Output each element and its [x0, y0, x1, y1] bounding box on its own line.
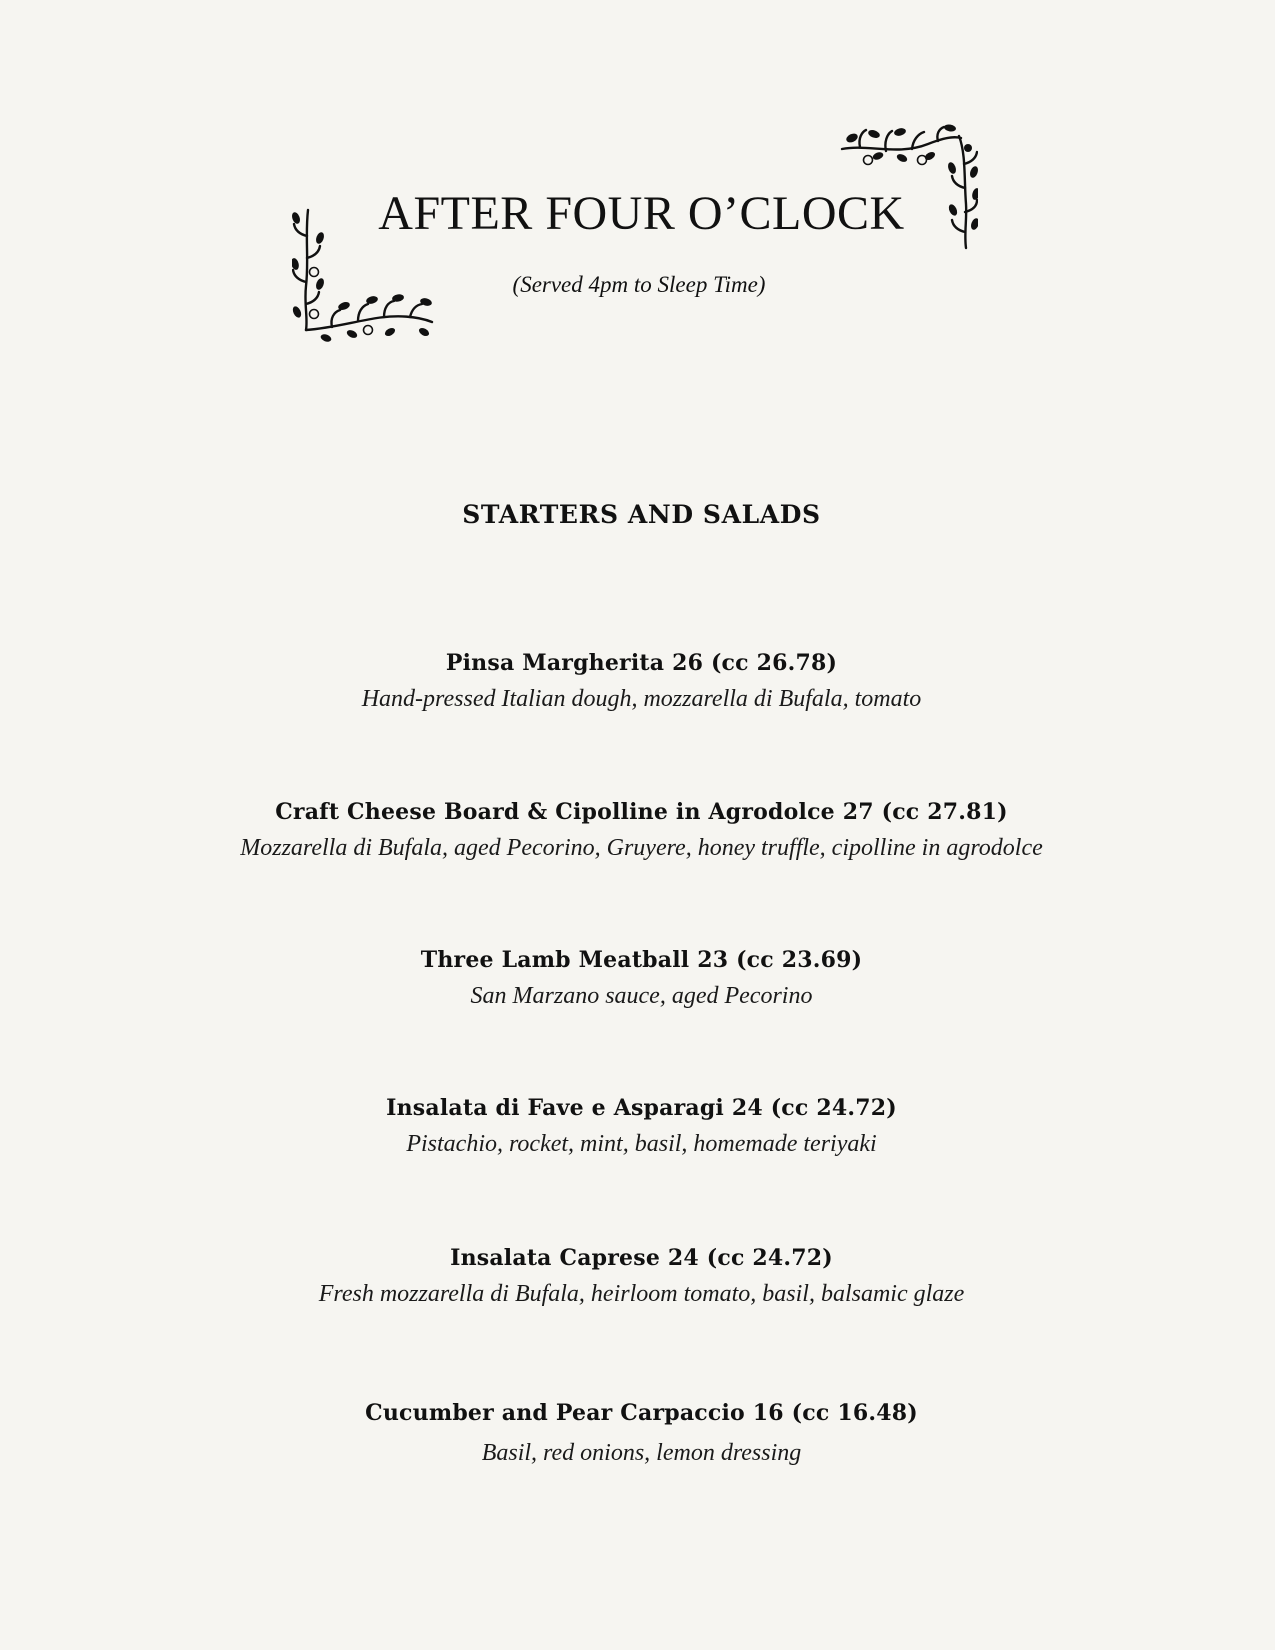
menu-item-description: Mozzarella di Bufala, aged Pecorino, Gruyere, honey truffle, cipolline in agrodolce	[240, 835, 1043, 861]
menu-item-craft-cheese-board	[0, 797, 1275, 863]
menu-item-description: San Marzano sauce, aged Pecorino	[470, 983, 813, 1009]
menu-item-name: Craft Cheese Board & Cipolline in Agrodolce 27 (cc 27.81)	[275, 799, 1008, 825]
menu-item-name: Pinsa Margherita 26 (cc 26.78)	[445, 650, 838, 676]
menu-item-insalata-di-fave-e-asparagi	[0, 1093, 1275, 1159]
menu-item-description: Fresh mozzarella di Bufala, heirloom tomato, basil, balsamic glaze	[318, 1281, 965, 1307]
menu-item-name: Cucumber and Pear Carpaccio 16 (cc 16.48)	[365, 1400, 918, 1426]
menu-item-name: Three Lamb Meatball 23 (cc 23.69)	[420, 947, 863, 973]
serving-hours-subtitle: (Served 4pm to Sleep Time)	[512, 272, 766, 297]
menu-item-cucumber-and-pear-carpaccio	[0, 1398, 1275, 1468]
menu-item-pinsa-margherita	[0, 648, 1275, 714]
section-heading-starters-and-salads: STARTERS AND SALADS	[462, 500, 821, 529]
menu-title: AFTER FOUR O’CLOCK	[378, 187, 905, 240]
menu-item-name: Insalata di Fave e Asparagi 24 (cc 24.72)	[386, 1095, 897, 1121]
menu-item-three-lamb-meatball	[0, 945, 1275, 1011]
menu-item-insalata-caprese	[0, 1243, 1275, 1309]
menu-item-description: Hand-pressed Italian dough, mozzarella di Bufala, tomato	[361, 686, 922, 712]
menu-item-description: Basil, red onions, lemon dressing	[481, 1440, 802, 1466]
menu-item-name: Insalata Caprese 24 (cc 24.72)	[450, 1245, 833, 1271]
menu-item-description: Pistachio, rocket, mint, basil, homemade teriyaki	[406, 1131, 877, 1157]
